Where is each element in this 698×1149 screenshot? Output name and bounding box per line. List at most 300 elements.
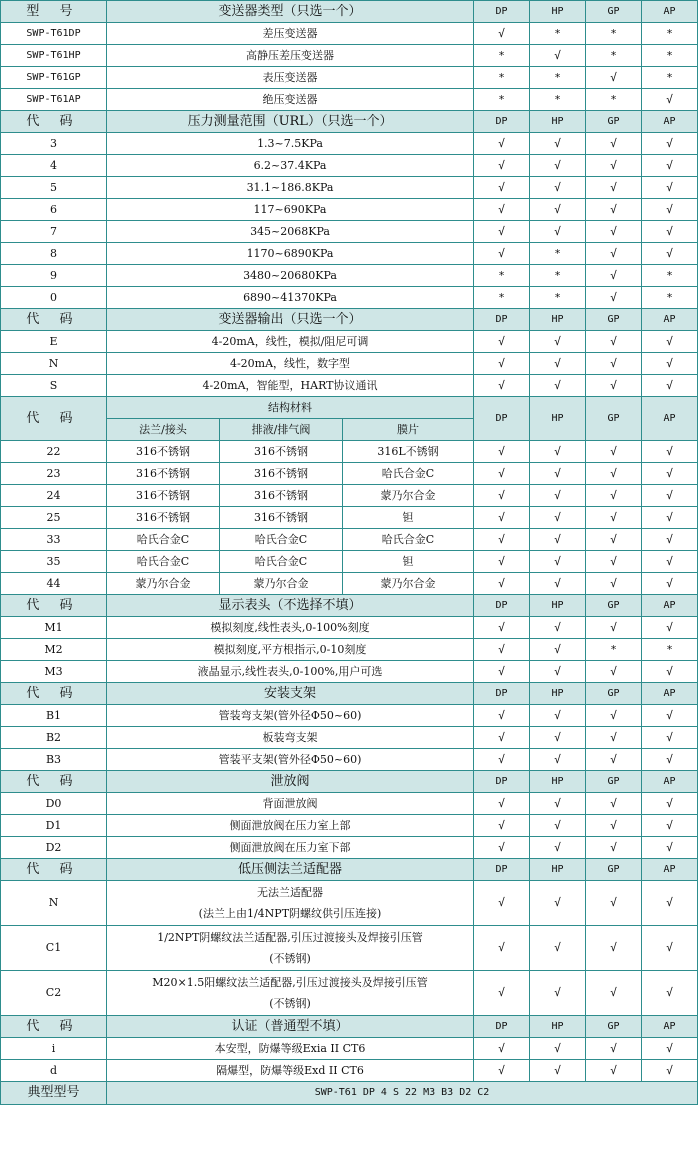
flag-cell: √: [530, 705, 586, 727]
flag-cell: √: [642, 1038, 698, 1060]
code-cell: S: [1, 375, 107, 397]
column-header: DP: [474, 683, 530, 705]
flag-cell: √: [530, 617, 586, 639]
typical-model-label: 典型型号: [1, 1082, 107, 1105]
flag-cell: √: [530, 529, 586, 551]
flag-cell: √: [586, 199, 642, 221]
flag-cell: √: [642, 573, 698, 595]
material-cell: 哈氏合金C: [107, 529, 220, 551]
flag-cell: √: [586, 441, 642, 463]
description-cell: 4-20mA，智能型，HART协议通讯: [107, 375, 474, 397]
flag-cell: √: [530, 793, 586, 815]
flag-cell: √: [642, 529, 698, 551]
flag-cell: √: [530, 1038, 586, 1060]
flag-cell: √: [474, 155, 530, 177]
material-cell: 316L不锈钢: [343, 441, 474, 463]
table-row: [1, 507, 698, 529]
section-header: [1, 595, 698, 617]
code-cell: 44: [1, 573, 107, 595]
description-cell: 液晶显示,线性表头,0-100%,用户可选: [107, 661, 474, 683]
flag-cell: *: [474, 265, 530, 287]
description-cell: [107, 971, 474, 1016]
description-cell: 侧面泄放阀在压力室下部: [107, 837, 474, 859]
description-cell: [107, 881, 474, 926]
flag-cell: √: [586, 661, 642, 683]
flag-cell: √: [642, 177, 698, 199]
description-cell: 模拟刻度,线性表头,0-100%刻度: [107, 617, 474, 639]
flag-cell: *: [474, 89, 530, 111]
code-cell: 9: [1, 265, 107, 287]
flag-cell: √: [530, 177, 586, 199]
column-header: HP: [530, 595, 586, 617]
flag-cell: √: [642, 375, 698, 397]
description-cell: 侧面泄放阀在压力室上部: [107, 815, 474, 837]
flag-cell: √: [586, 815, 642, 837]
description-line: 无法兰适配器: [257, 886, 323, 899]
column-header: AP: [642, 771, 698, 793]
flag-cell: √: [474, 331, 530, 353]
material-cell: 316不锈钢: [107, 463, 220, 485]
flag-cell: √: [586, 265, 642, 287]
table-row: [1, 793, 698, 815]
column-header: AP: [642, 683, 698, 705]
column-header: GP: [586, 397, 642, 441]
code-header: 代 码: [1, 595, 107, 617]
code-cell: B3: [1, 749, 107, 771]
flag-cell: √: [474, 815, 530, 837]
flag-cell: √: [474, 661, 530, 683]
column-header: HP: [530, 771, 586, 793]
flag-cell: √: [474, 221, 530, 243]
flag-cell: √: [642, 133, 698, 155]
code-cell: 6: [1, 199, 107, 221]
flag-cell: *: [530, 67, 586, 89]
description-cell: 本安型，防爆等级Exia II CT6: [107, 1038, 474, 1060]
table-row: [1, 1038, 698, 1060]
column-header: GP: [586, 1, 642, 23]
description-cell: 31.1~186.8KPa: [107, 177, 474, 199]
table-row: [1, 661, 698, 683]
code-cell: 22: [1, 441, 107, 463]
table-row: [1, 375, 698, 397]
description-cell: 4-20mA，线性，数字型: [107, 353, 474, 375]
flag-cell: √: [642, 837, 698, 859]
code-cell: D1: [1, 815, 107, 837]
flag-cell: √: [530, 221, 586, 243]
table-row: [1, 485, 698, 507]
flag-cell: √: [586, 971, 642, 1016]
code-cell: 0: [1, 287, 107, 309]
flag-cell: √: [530, 661, 586, 683]
code-cell: SWP-T61AP: [1, 89, 107, 111]
flag-cell: √: [530, 881, 586, 926]
description-cell: 管装弯支架(管外径Φ50~60): [107, 705, 474, 727]
flag-cell: *: [474, 287, 530, 309]
material-cell: 哈氏合金C: [107, 551, 220, 573]
flag-cell: √: [530, 441, 586, 463]
flag-cell: *: [642, 67, 698, 89]
flag-cell: √: [474, 793, 530, 815]
code-cell: M2: [1, 639, 107, 661]
material-subheader: 法兰/接头: [107, 419, 220, 441]
flag-cell: √: [642, 155, 698, 177]
material-cell: 蒙乃尔合金: [220, 573, 343, 595]
flag-cell: √: [586, 243, 642, 265]
description-cell: 1170~6890KPa: [107, 243, 474, 265]
flag-cell: √: [530, 727, 586, 749]
material-cell: 316不锈钢: [107, 441, 220, 463]
description-line: (不锈钢): [269, 952, 311, 965]
flag-cell: √: [586, 705, 642, 727]
section-header: [1, 859, 698, 881]
description-cell: 绝压变送器: [107, 89, 474, 111]
description-cell: 表压变送器: [107, 67, 474, 89]
flag-cell: √: [642, 815, 698, 837]
flag-cell: √: [642, 89, 698, 111]
code-header: 代 码: [1, 771, 107, 793]
column-header: AP: [642, 397, 698, 441]
flag-cell: √: [474, 926, 530, 971]
code-cell: D2: [1, 837, 107, 859]
material-cell: 316不锈钢: [220, 507, 343, 529]
description-cell: 4-20mA，线性，模拟/阻尼可调: [107, 331, 474, 353]
table-row: [1, 749, 698, 771]
table-row: [1, 1060, 698, 1082]
flag-cell: √: [474, 353, 530, 375]
code-header: 代 码: [1, 309, 107, 331]
flag-cell: √: [642, 727, 698, 749]
column-header: GP: [586, 309, 642, 331]
table-body: [1, 1, 698, 1105]
flag-cell: √: [474, 463, 530, 485]
section-title: 低压侧法兰适配器: [107, 859, 474, 881]
flag-cell: √: [474, 971, 530, 1016]
flag-cell: √: [530, 1060, 586, 1082]
code-cell: SWP-T61GP: [1, 67, 107, 89]
material-cell: 316不锈钢: [220, 485, 343, 507]
column-header: DP: [474, 595, 530, 617]
material-cell: 哈氏合金C: [220, 529, 343, 551]
flag-cell: √: [642, 331, 698, 353]
code-cell: M3: [1, 661, 107, 683]
flag-cell: *: [642, 639, 698, 661]
column-header: GP: [586, 595, 642, 617]
flag-cell: *: [586, 639, 642, 661]
flag-cell: √: [586, 1060, 642, 1082]
flag-cell: √: [642, 971, 698, 1016]
flag-cell: √: [530, 749, 586, 771]
flag-cell: √: [474, 133, 530, 155]
section-title: 结构材料: [107, 397, 474, 419]
flag-cell: √: [530, 573, 586, 595]
column-header: GP: [586, 111, 642, 133]
flag-cell: *: [642, 45, 698, 67]
flag-cell: √: [474, 573, 530, 595]
table-row: [1, 199, 698, 221]
flag-cell: √: [642, 926, 698, 971]
flag-cell: √: [530, 375, 586, 397]
flag-cell: √: [586, 287, 642, 309]
material-subheader: 排液/排气阀: [220, 419, 343, 441]
flag-cell: √: [530, 199, 586, 221]
code-cell: 5: [1, 177, 107, 199]
flag-cell: √: [586, 749, 642, 771]
flag-cell: √: [586, 926, 642, 971]
section-header: [1, 309, 698, 331]
table-row: [1, 287, 698, 309]
flag-cell: √: [642, 661, 698, 683]
flag-cell: *: [586, 45, 642, 67]
description-line: 1/2NPT阴螺纹法兰适配器,引压过渡接头及焊接引压管: [157, 931, 423, 944]
material-cell: 钽: [343, 551, 474, 573]
flag-cell: *: [586, 89, 642, 111]
flag-cell: √: [530, 155, 586, 177]
table-row: [1, 705, 698, 727]
material-cell: 316不锈钢: [107, 485, 220, 507]
flag-cell: √: [586, 177, 642, 199]
description-cell: 高静压差压变送器: [107, 45, 474, 67]
flag-cell: √: [530, 815, 586, 837]
flag-cell: √: [474, 1038, 530, 1060]
table-row: [1, 617, 698, 639]
table-row: [1, 265, 698, 287]
code-header: 代 码: [1, 1016, 107, 1038]
section-header: [1, 771, 698, 793]
column-header: HP: [530, 309, 586, 331]
column-header: DP: [474, 859, 530, 881]
flag-cell: √: [642, 463, 698, 485]
material-cell: 哈氏合金C: [343, 529, 474, 551]
column-header: GP: [586, 683, 642, 705]
flag-cell: √: [642, 353, 698, 375]
flag-cell: √: [530, 45, 586, 67]
flag-cell: √: [474, 551, 530, 573]
flag-cell: √: [530, 485, 586, 507]
column-header: GP: [586, 859, 642, 881]
column-header: AP: [642, 1, 698, 23]
section-title: 显示表头（不选择不填）: [107, 595, 474, 617]
flag-cell: √: [586, 133, 642, 155]
flag-cell: √: [642, 617, 698, 639]
typical-model-value: SWP-T61 DP 4 S 22 M3 B3 D2 C2: [107, 1082, 698, 1105]
column-header: DP: [474, 1, 530, 23]
flag-cell: *: [474, 45, 530, 67]
code-header: 代 码: [1, 859, 107, 881]
flag-cell: *: [586, 23, 642, 45]
table-row: [1, 45, 698, 67]
description-cell: 隔爆型，防爆等级Exd II CT6: [107, 1060, 474, 1082]
description-line: (法兰上由1/4NPT阴螺纹供引压连接): [198, 907, 382, 920]
flag-cell: √: [474, 749, 530, 771]
flag-cell: *: [642, 265, 698, 287]
flag-cell: √: [474, 727, 530, 749]
flag-cell: √: [586, 881, 642, 926]
description-cell: [107, 926, 474, 971]
footer-row: [1, 1082, 698, 1105]
flag-cell: √: [642, 881, 698, 926]
flag-cell: √: [586, 155, 642, 177]
flag-cell: √: [530, 551, 586, 573]
table-row: [1, 243, 698, 265]
description-cell: 3480~20680KPa: [107, 265, 474, 287]
code-cell: d: [1, 1060, 107, 1082]
code-cell: 8: [1, 243, 107, 265]
code-cell: SWP-T61DP: [1, 23, 107, 45]
table-row: [1, 971, 698, 1016]
section-title: 安装支架: [107, 683, 474, 705]
material-subheader: 膜片: [343, 419, 474, 441]
flag-cell: *: [642, 287, 698, 309]
section-header: [1, 683, 698, 705]
code-cell: C1: [1, 926, 107, 971]
flag-cell: √: [586, 331, 642, 353]
section-title: 变送器输出（只选一个）: [107, 309, 474, 331]
table-row: [1, 441, 698, 463]
flag-cell: √: [586, 837, 642, 859]
material-cell: 316不锈钢: [220, 441, 343, 463]
flag-cell: √: [474, 507, 530, 529]
flag-cell: √: [530, 971, 586, 1016]
flag-cell: √: [586, 617, 642, 639]
table-row: [1, 177, 698, 199]
code-cell: 23: [1, 463, 107, 485]
column-header: AP: [642, 1016, 698, 1038]
flag-cell: √: [642, 749, 698, 771]
description-line: M20×1.5阳螺纹法兰适配器,引压过渡接头及焊接引压管: [152, 976, 428, 989]
flag-cell: √: [586, 1038, 642, 1060]
flag-cell: *: [530, 23, 586, 45]
flag-cell: √: [586, 529, 642, 551]
material-cell: 钽: [343, 507, 474, 529]
table-row: [1, 221, 698, 243]
code-cell: 7: [1, 221, 107, 243]
code-cell: C2: [1, 971, 107, 1016]
flag-cell: √: [474, 375, 530, 397]
flag-cell: √: [586, 727, 642, 749]
description-cell: 模拟刻度,平方根指示,0-10刻度: [107, 639, 474, 661]
table-row: [1, 815, 698, 837]
column-header: DP: [474, 771, 530, 793]
table-row: [1, 67, 698, 89]
flag-cell: √: [474, 1060, 530, 1082]
flag-cell: √: [586, 463, 642, 485]
flag-cell: √: [530, 507, 586, 529]
material-cell: 316不锈钢: [220, 463, 343, 485]
column-header: DP: [474, 111, 530, 133]
column-header: DP: [474, 309, 530, 331]
flag-cell: √: [642, 551, 698, 573]
table-row: [1, 837, 698, 859]
description-cell: 345~2068KPa: [107, 221, 474, 243]
column-header: DP: [474, 397, 530, 441]
flag-cell: √: [474, 705, 530, 727]
table-row: [1, 727, 698, 749]
code-cell: N: [1, 881, 107, 926]
table-row: [1, 353, 698, 375]
code-cell: 25: [1, 507, 107, 529]
section-header: [1, 1016, 698, 1038]
section-title: 压力测量范围（URL）（只选一个）: [107, 111, 474, 133]
column-header: HP: [530, 859, 586, 881]
flag-cell: *: [530, 243, 586, 265]
section-title: 认证（普通型不填）: [107, 1016, 474, 1038]
flag-cell: √: [474, 177, 530, 199]
section-header: [1, 397, 698, 419]
flag-cell: √: [530, 353, 586, 375]
material-cell: 哈氏合金C: [343, 463, 474, 485]
column-header: AP: [642, 111, 698, 133]
code-cell: B2: [1, 727, 107, 749]
flag-cell: *: [642, 23, 698, 45]
table-row: [1, 639, 698, 661]
flag-cell: √: [642, 441, 698, 463]
table-row: [1, 89, 698, 111]
code-cell: E: [1, 331, 107, 353]
column-header: GP: [586, 771, 642, 793]
description-cell: 6890~41370KPa: [107, 287, 474, 309]
code-cell: N: [1, 353, 107, 375]
table-row: [1, 463, 698, 485]
flag-cell: √: [474, 617, 530, 639]
description-cell: 117~690KPa: [107, 199, 474, 221]
code-cell: D0: [1, 793, 107, 815]
flag-cell: √: [586, 67, 642, 89]
code-cell: B1: [1, 705, 107, 727]
section-title: 泄放阀: [107, 771, 474, 793]
code-header: 型 号: [1, 1, 107, 23]
code-header: 代 码: [1, 683, 107, 705]
code-header: 代 码: [1, 111, 107, 133]
flag-cell: √: [474, 243, 530, 265]
flag-cell: √: [586, 793, 642, 815]
material-cell: 蒙乃尔合金: [107, 573, 220, 595]
table-row: [1, 926, 698, 971]
column-header: HP: [530, 1016, 586, 1038]
column-header: GP: [586, 1016, 642, 1038]
material-cell: 蒙乃尔合金: [343, 573, 474, 595]
flag-cell: √: [474, 881, 530, 926]
flag-cell: *: [530, 287, 586, 309]
flag-cell: √: [474, 837, 530, 859]
column-header: AP: [642, 309, 698, 331]
table-row: [1, 133, 698, 155]
code-cell: 4: [1, 155, 107, 177]
description-cell: 1.3~7.5KPa: [107, 133, 474, 155]
material-cell: 316不锈钢: [107, 507, 220, 529]
flag-cell: √: [642, 199, 698, 221]
code-cell: i: [1, 1038, 107, 1060]
flag-cell: √: [586, 353, 642, 375]
code-header: 代 码: [1, 397, 107, 441]
code-cell: 33: [1, 529, 107, 551]
material-cell: 蒙乃尔合金: [343, 485, 474, 507]
flag-cell: √: [474, 639, 530, 661]
table-row: [1, 551, 698, 573]
section-title: 变送器类型（只选一个）: [107, 1, 474, 23]
column-header: HP: [530, 1, 586, 23]
column-header: HP: [530, 111, 586, 133]
section-header: [1, 111, 698, 133]
flag-cell: *: [530, 89, 586, 111]
table-row: [1, 155, 698, 177]
flag-cell: √: [642, 1060, 698, 1082]
flag-cell: √: [586, 507, 642, 529]
table-row: [1, 881, 698, 926]
flag-cell: √: [474, 441, 530, 463]
flag-cell: √: [474, 485, 530, 507]
flag-cell: √: [642, 705, 698, 727]
flag-cell: *: [474, 67, 530, 89]
